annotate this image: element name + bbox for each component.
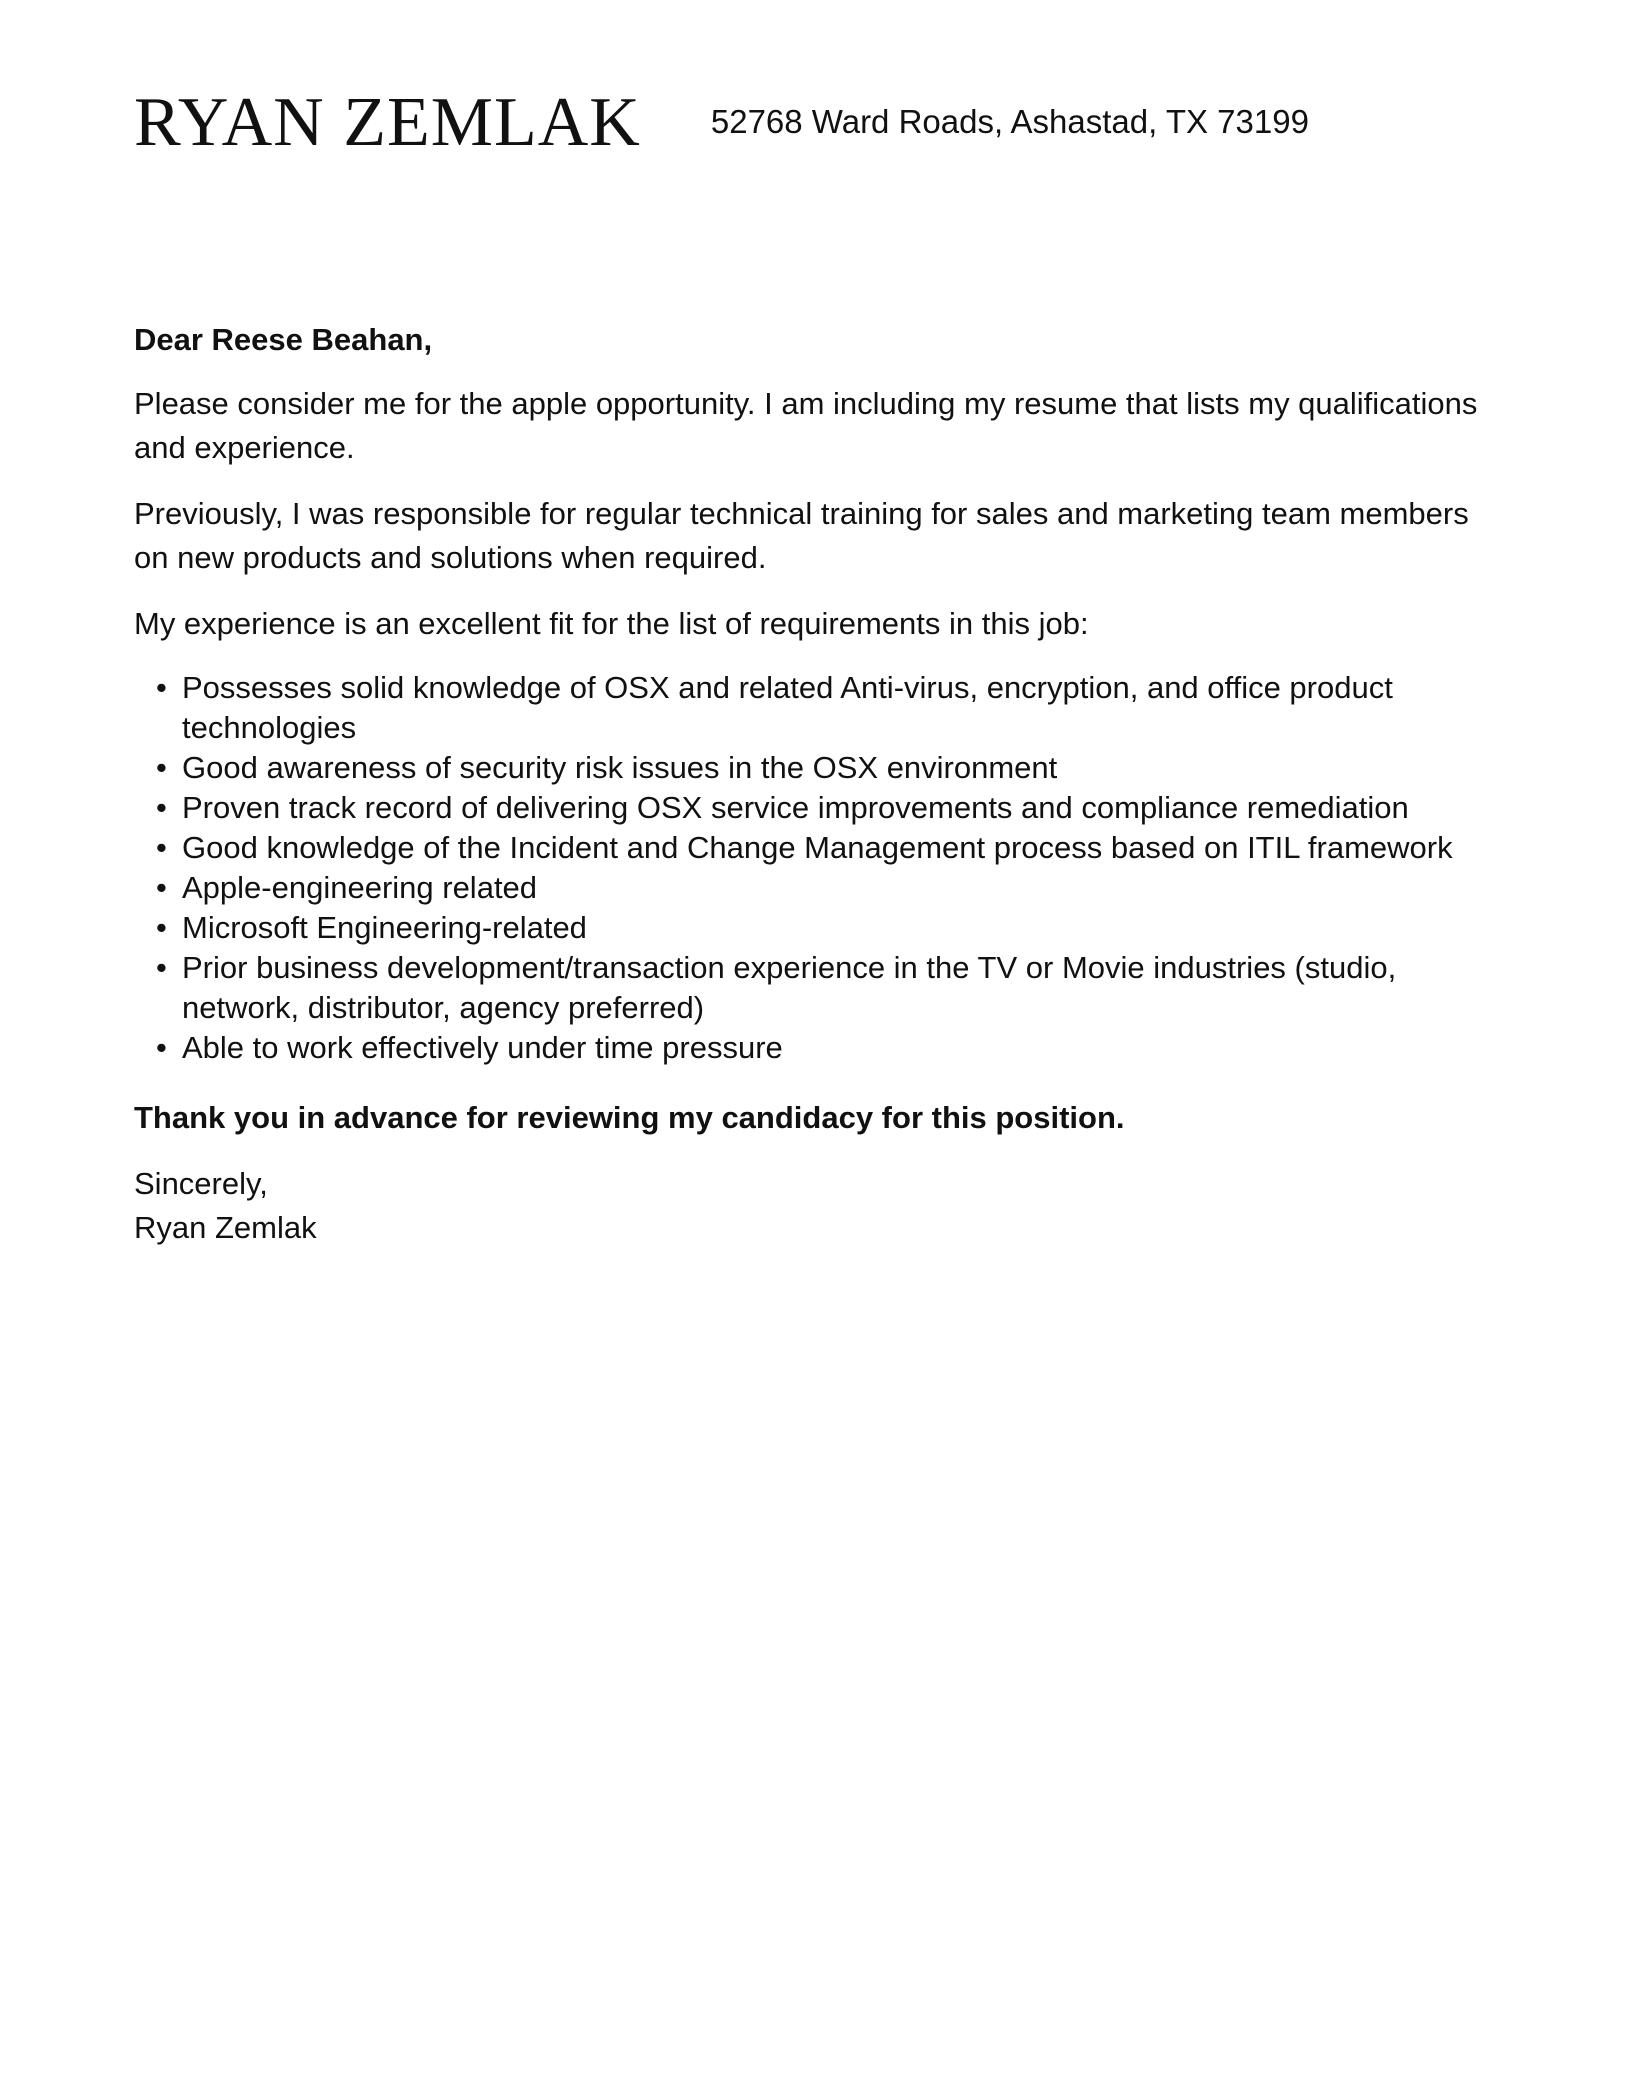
requirement-text: Good knowledge of the Incident and Change Management process based on ITIL framework [182, 830, 1453, 865]
requirement-text: Prior business development/transaction experience in the TV or Movie industries (studio, network, distributor, agency preferred) [182, 950, 1397, 1025]
list-item [156, 948, 1498, 1028]
paragraph-requirements-intro: My experience is an excellent fit for the list of requirements in this job: [134, 606, 1089, 641]
list-item [156, 828, 1498, 868]
bullet-icon: • [156, 670, 167, 705]
applicant-name: RYAN ZEMLAK [134, 84, 641, 161]
applicant-address: 52768 Ward Roads, Ashastad, TX 73199 [710, 103, 1309, 140]
closing-statement: Thank you in advance for reviewing my candidacy for this position. [134, 1100, 1125, 1135]
salutation: Dear Reese Beahan, [134, 322, 433, 357]
bullet-icon: • [156, 950, 167, 985]
list-item [156, 1028, 1498, 1068]
requirement-text: Good awareness of security risk issues in the OSX environment [182, 750, 1058, 785]
list-item [156, 668, 1498, 748]
letter-body [134, 318, 1498, 1250]
bullet-icon: • [156, 750, 167, 785]
bullet-icon: • [156, 910, 167, 945]
list-item [156, 908, 1498, 948]
requirement-text: Apple-engineering related [182, 870, 538, 905]
signature-name: Ryan Zemlak [134, 1210, 317, 1245]
letter-header [134, 84, 1309, 161]
paragraph-intro: Please consider me for the apple opportunity. I am including my resume that lists my qualifications and experience. [134, 386, 1478, 465]
bullet-icon: • [156, 1030, 167, 1065]
requirement-text: Possesses solid knowledge of OSX and related Anti-virus, encryption, and office product technologies [182, 670, 1393, 745]
signoff: Sincerely, [134, 1166, 268, 1201]
list-item [156, 788, 1498, 828]
requirements-list [134, 668, 1498, 1068]
requirement-text: Able to work effectively under time pressure [182, 1030, 783, 1065]
bullet-icon: • [156, 870, 167, 905]
paragraph-previous-role: Previously, I was responsible for regular technical training for sales and marketing team members on new products and solutions when required. [134, 496, 1469, 575]
bullet-icon: • [156, 790, 167, 825]
requirement-text: Microsoft Engineering-related [182, 910, 587, 945]
list-item [156, 868, 1498, 908]
list-item [156, 748, 1498, 788]
requirement-text: Proven track record of delivering OSX service improvements and compliance remediation [182, 790, 1409, 825]
bullet-icon: • [156, 830, 167, 865]
